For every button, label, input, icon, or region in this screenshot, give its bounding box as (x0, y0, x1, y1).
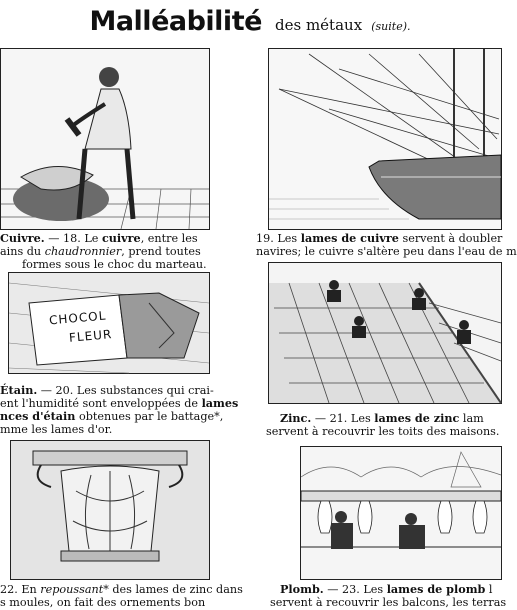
caption-22-text-a: 22. En (0, 583, 41, 596)
caption-18-text-d: , prend toutes (121, 245, 201, 258)
caption-18-text-b: , entre les (140, 232, 198, 245)
page-title (0, 6, 500, 37)
caption-23-line-2: servent à recouvrir les balcons, les terras (270, 596, 507, 609)
caption-21 (266, 412, 500, 438)
caption-18-text-c: ains du (0, 245, 45, 258)
caption-20-metal: Étain. (0, 383, 38, 397)
caption-18-line-3: formes sous le choc du marteau. (22, 258, 207, 271)
caption-23-text-b: l (485, 583, 493, 596)
caption-20-keyword-b: nces d'étain (0, 409, 76, 423)
caption-18-metal: Cuivre. (0, 231, 45, 245)
lead-balcony-illustration (300, 446, 502, 580)
caption-23-text-a: — 23. Les (323, 583, 387, 596)
caption-19-text-b: servent à doubler (398, 232, 503, 245)
caption-18-keyword: cuivre (101, 231, 141, 245)
caption-19-line-2: navires; le cuivre s'altère peu dans l'eau de m (256, 245, 517, 258)
caption-18-italic: chaudronnier (44, 245, 122, 258)
caption-19-text-a: 19. Les (256, 232, 301, 245)
caption-20-text-a: — 20. Les substances qui crai- (37, 384, 214, 397)
caption-21-metal: Zinc. (280, 411, 312, 425)
caption-20-text-c: obtenues par le battage*, (75, 410, 224, 423)
caption-23 (270, 582, 507, 609)
package-label-2: FLEUR (68, 327, 113, 345)
title-main: Malléabilité (89, 6, 262, 37)
package-label-1: CHOCOL (48, 308, 107, 328)
caption-22-italic: repoussant (40, 583, 104, 596)
caption-20-line-4: mme les lames d'or. (0, 423, 113, 436)
caption-22-text-b: * des lames de zinc dans (103, 583, 243, 596)
zinc-roof-illustration (268, 262, 502, 404)
caption-23-metal: Plomb. (280, 582, 324, 596)
zinc-ornament-illustration (10, 440, 210, 580)
title-sub: des métaux (275, 16, 363, 34)
caption-23-keyword: lames de plomb (386, 582, 486, 596)
caption-21-text-a: — 21. Les (311, 412, 375, 425)
ship-illustration (268, 48, 502, 230)
caption-21-keyword: lames de zinc (374, 411, 460, 425)
caption-20-keyword-a: lames (201, 396, 239, 410)
caption-19-keyword: lames de cuivre (300, 231, 399, 245)
coppersmith-illustration (0, 48, 210, 230)
caption-22-line-2: s moules, on fait des ornements bon (0, 596, 206, 609)
title-note: (suite). (371, 20, 411, 33)
caption-18 (0, 232, 210, 271)
tin-package-illustration (8, 272, 210, 374)
caption-20-text-b: ent l'humidité sont enveloppées de (0, 397, 202, 410)
caption-20 (0, 383, 239, 436)
caption-21-text-b: lam (459, 412, 484, 425)
caption-19 (256, 231, 517, 258)
caption-21-line-2: servent à recouvrir les toits des maisons. (266, 425, 500, 438)
caption-22 (0, 583, 243, 609)
caption-18-text-a: — 18. Le (44, 232, 102, 245)
